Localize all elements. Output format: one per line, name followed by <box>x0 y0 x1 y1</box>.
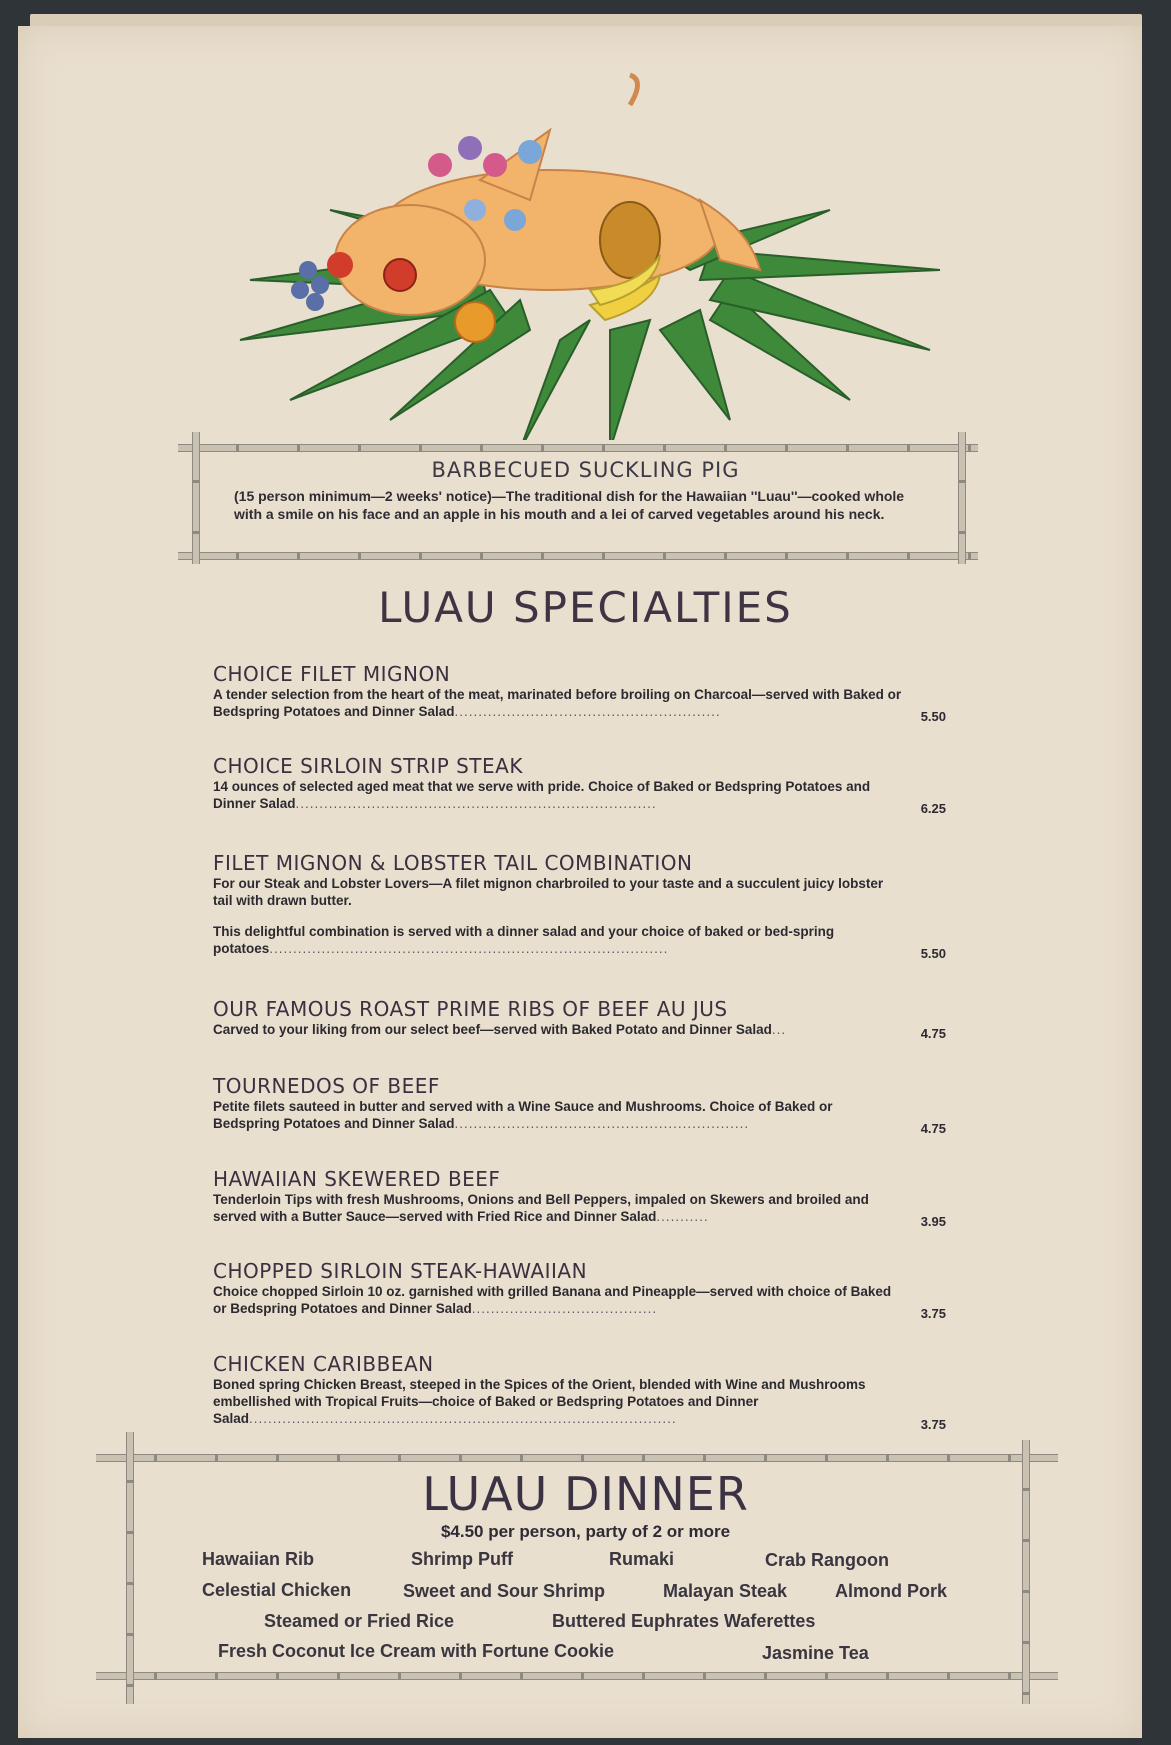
menu-item <box>213 1352 946 1432</box>
leader-dots: ........................................................ <box>454 704 721 719</box>
item-name: CHOICE FILET MIGNON <box>213 662 451 686</box>
item-name: FILET MIGNON & LOBSTER TAIL COMBINATION <box>213 851 693 875</box>
item-description: 14 ounces of selected aged meat that we serve with pride. Choice of Baked or Bedspring Potatoes and Dinner Salad............................................................................ <box>213 779 871 811</box>
leader-dots: .................................................................................... <box>269 941 669 956</box>
item-description: Tenderloin Tips with fresh Mushrooms, Onions and Bell Peppers, impaled on Skewers and broiled and served with a Butter Sauce—served with Fried Rice and Dinner Salad........... <box>213 1192 869 1224</box>
featured-description: (15 person minimum—2 weeks' notice)—The traditional dish for the Hawaiian ''Luau''—cooked whole with a smile on his face and an apple in his mouth and a lei of carved vegetables around his neck. <box>234 488 905 522</box>
dinner-frame-bottom <box>96 1672 1058 1680</box>
item-description: Carved to your liking from our select beef—served with Baked Potato and Dinner Salad... <box>213 1022 787 1037</box>
dinner-dish: Celestial Chicken <box>202 1580 352 1600</box>
featured-frame-right <box>958 432 966 564</box>
leader-dots: ... <box>771 1022 787 1037</box>
featured-frame-top <box>178 444 978 452</box>
item-description: For our Steak and Lobster Lovers—A filet mignon charbroiled to your taste and a succulent juicy lobster tail with drawn butter. <box>213 876 884 908</box>
leader-dots: ....................................... <box>471 1301 658 1316</box>
menu-item <box>213 997 946 1041</box>
dinner-frame-top <box>96 1454 1058 1462</box>
featured-frame-left <box>192 432 200 564</box>
item-price: 4.75 <box>920 1026 946 1041</box>
item-name: CHOPPED SIRLOIN STEAK-HAWAIIAN <box>213 1259 588 1283</box>
dinner-dish: Buttered Euphrates Waferettes <box>552 1611 816 1631</box>
item-name: OUR FAMOUS ROAST PRIME RIBS OF BEEF AU JUS <box>213 997 728 1021</box>
featured-frame-bottom <box>178 552 978 560</box>
dinner-dish: Steamed or Fried Rice <box>264 1611 455 1631</box>
item-price: 3.95 <box>920 1214 946 1229</box>
menu-item <box>213 662 946 724</box>
menu-item <box>213 1259 946 1321</box>
item-description: A tender selection from the heart of the meat, marinated before broiling on Charcoal—served with Baked or Bedspring Potatoes and Dinner Salad........................................................ <box>213 687 902 719</box>
item-name: CHOICE SIRLOIN STRIP STEAK <box>213 754 523 778</box>
dinner-dish: Crab Rangoon <box>765 1550 889 1570</box>
item-name: TOURNEDOS OF BEEF <box>213 1074 440 1098</box>
dinner-dish: Sweet and Sour Shrimp <box>403 1581 606 1601</box>
suckling-pig-illustration <box>230 70 950 440</box>
dinner-dish: Jasmine Tea <box>762 1643 869 1663</box>
dinner-price: $4.50 per person, party of 2 or more <box>440 1522 731 1541</box>
menu-item <box>213 754 946 816</box>
dinner-dish: Rumaki <box>609 1549 675 1569</box>
item-description: Petite filets sauteed in butter and served with a Wine Sauce and Mushrooms. Choice of Baked or Bedspring Potatoes and Dinner Salad.............................................................. <box>213 1099 833 1131</box>
leader-dots: .......................................................................................... <box>249 1411 677 1426</box>
item-price: 5.50 <box>920 946 946 961</box>
item-description: Choice chopped Sirloin 10 oz. garnished with grilled Banana and Pineapple—served with choice of Baked or Bedspring Potatoes and Dinner Salad....................................... <box>213 1284 892 1316</box>
item-name: CHICKEN CARIBBEAN <box>213 1352 434 1376</box>
menu-item <box>213 851 946 961</box>
dinner-dish: Malayan Steak <box>663 1581 788 1601</box>
leader-dots: ........... <box>656 1209 709 1224</box>
section-title: LUAU SPECIALTIES <box>378 583 793 632</box>
item-price: 5.50 <box>920 709 946 724</box>
dinner-dish: Hawaiian Rib <box>202 1549 315 1569</box>
dinner-dish: Almond Pork <box>835 1581 948 1601</box>
item-name: HAWAIIAN SKEWERED BEEF <box>213 1167 501 1191</box>
item-price: 4.75 <box>920 1121 946 1136</box>
item-price: 6.25 <box>920 801 946 816</box>
menu-item <box>213 1167 946 1229</box>
dinner-dish: Shrimp Puff <box>411 1549 513 1569</box>
featured-title: BARBECUED SUCKLING PIG <box>431 458 740 482</box>
item-price: 3.75 <box>920 1417 946 1432</box>
item-description: Boned spring Chicken Breast, steeped in the Spices of the Orient, blended with Wine and Mushrooms embellished with Tropical Fruits—choice of Baked or Bedspring Potatoes and Dinner Salad.......................................................................................... <box>213 1377 866 1426</box>
dinner-dish: Fresh Coconut Ice Cream with Fortune Cookie <box>218 1641 615 1661</box>
item-price: 3.75 <box>920 1306 946 1321</box>
item-description-continued: This delightful combination is served with a dinner salad and your choice of baked or bed-spring potatoes.................................................................................... <box>213 924 835 956</box>
leader-dots: .............................................................. <box>454 1116 750 1131</box>
dinner-title: LUAU DINNER <box>422 1467 749 1521</box>
menu-item <box>213 1074 946 1136</box>
leader-dots: ............................................................................ <box>295 796 657 811</box>
